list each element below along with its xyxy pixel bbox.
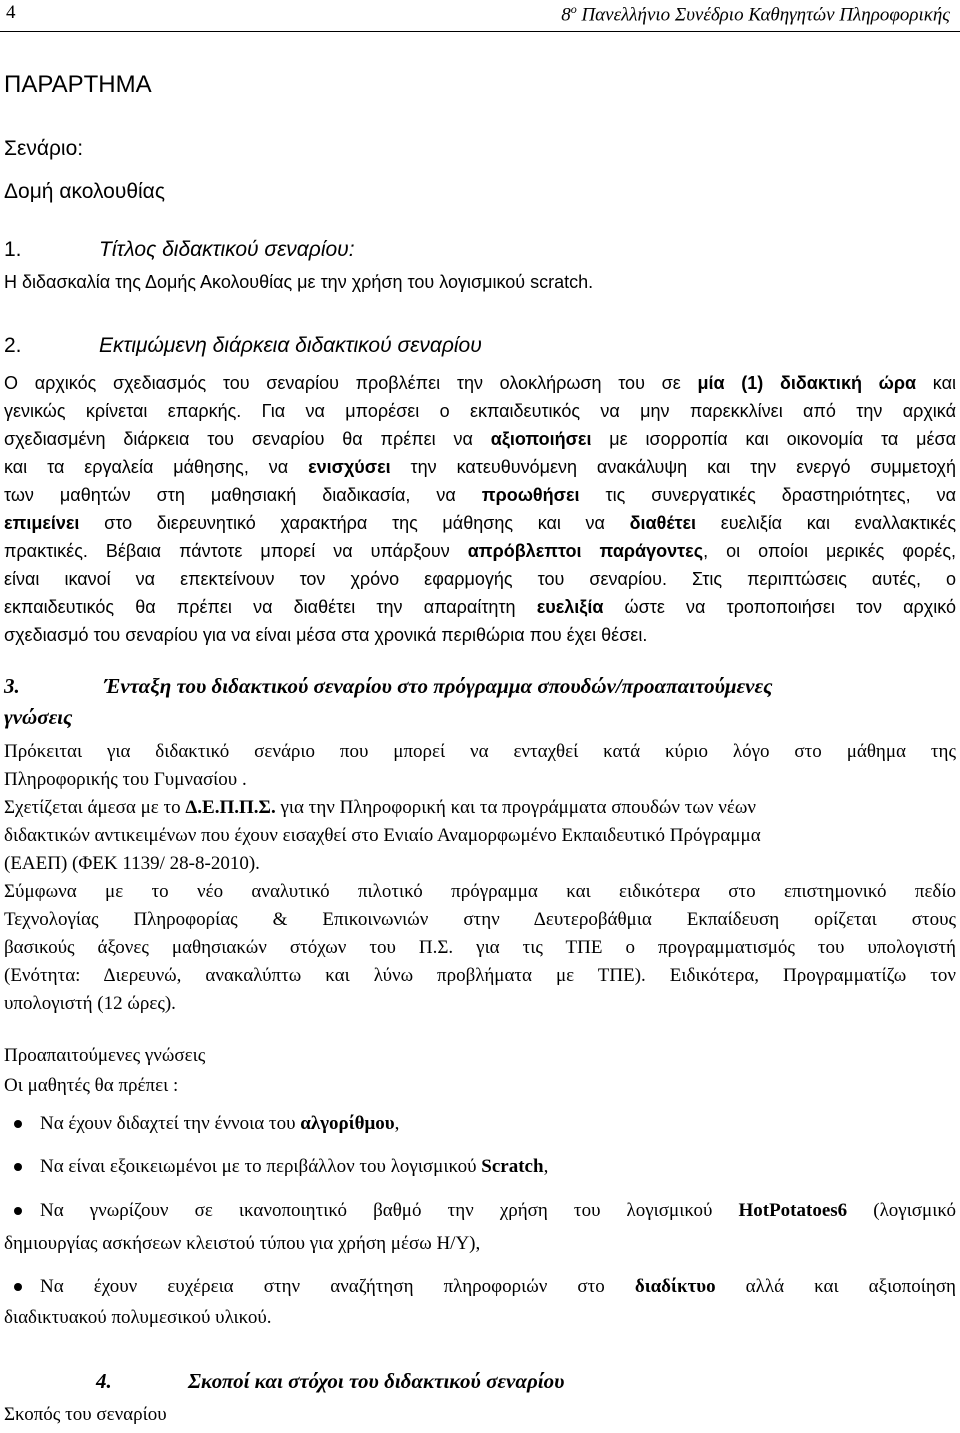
section-3-line: Τεχνολογίας Πληροφορίας & Επικοινωνιών στην Δευτεροβάθμια Εκπαίδευση ορίζεται στους bbox=[4, 909, 956, 930]
prerequisites-intro: Οι μαθητές θα πρέπει : bbox=[4, 1075, 179, 1096]
section-2-line: και τα εργαλεία μάθησης, να ενισχύσει την κατευθυνόμενη ανακάλυψη και την ενεργό συμμετοχή bbox=[4, 457, 956, 477]
bullet-icon bbox=[14, 1163, 22, 1171]
conference-title: $8^o$ Πανελλήνιο Συνέδριο Καθηγητών Πληροφορικής bbox=[561, 2, 950, 26]
section-3-heading: 3. Ένταξη του διδακτικού σεναρίου στο πρόγραμμα σπουδών/προαπαιτούμενες bbox=[4, 674, 773, 698]
bullet-icon bbox=[14, 1120, 22, 1128]
section-1-heading: 1. Τίτλος διδακτικού σεναρίου: bbox=[4, 238, 355, 261]
prereq-bullet: Να είναι εξοικειωμένοι με το περιβάλλον του λογισμικού Scratch, bbox=[40, 1156, 549, 1177]
section-3-line: Πρόκειται για διδακτικό σενάριο που μπορεί να ενταχθεί κατά κύριο λόγο στο μάθημα της bbox=[4, 741, 956, 762]
section-2-line: Ο αρχικός σχεδιασμός του σεναρίου προβλέπει την ολοκλήρωση του σε μία (1) διδακτική ώρα και bbox=[4, 373, 956, 393]
appendix-title: ΠΑΡΑΡΤΗΜΑ bbox=[4, 71, 152, 98]
section-3-line: υπολογιστή (12 ώρες). bbox=[4, 993, 176, 1014]
section-1-text: Η διδασκαλία της Δομής Ακολουθίας με την χρήση του λογισμικού scratch. bbox=[4, 272, 594, 292]
prereq-bullet: Να έχουν ευχέρεια στην αναζήτηση πληροφοριών στο διαδίκτυο αλλά και αξιοποίηση bbox=[40, 1276, 956, 1297]
section-2-line: γενικώς κρίνεται επαρκής. Για να μπορέσει ο εκπαιδευτικός να μην παρεκκλίνει από την αρχικά bbox=[4, 401, 956, 421]
prereq-bullet: Να γνωρίζουν σε ικανοποιητικό βαθμό την χρήση του λογισμικού HotPotatoes6 (λογισμικό bbox=[40, 1200, 956, 1221]
section-2-line: πρακτικές. Βέβαια πάντοτε μπορεί να υπάρξουν απρόβλεπτοι παράγοντες, οι οποίοι μερικές φορές, bbox=[4, 541, 956, 561]
scenario-label: Σενάριο: bbox=[4, 137, 84, 160]
section-2-heading: 2. Εκτιμώμενη διάρκεια διδακτικού σεναρίου bbox=[4, 334, 482, 357]
bullet-icon bbox=[14, 1283, 22, 1291]
section-2-line: των μαθητών στη μαθησιακή διαδικασία, να προωθήσει τις συνεργατικές δραστηριότητες, να bbox=[4, 485, 956, 505]
section-3-line: Σχετίζεται άμεσα με το Δ.Ε.Π.Π.Σ. για την Πληροφορική και τα προγράμματα σπουδών των νέων bbox=[4, 797, 756, 818]
page-number: 4 bbox=[6, 2, 16, 23]
bullet-icon bbox=[14, 1207, 22, 1215]
prereq-bullet-cont: δημιουργίας ασκήσεων κλειστού τύπου για χρήση μέσω Η/Υ), bbox=[4, 1233, 481, 1254]
section-2-line: είναι ικανοί να επεκτείνουν τον χρόνο εφαρμογής του σεναρίου. Στις περιπτώσεις αυτές, ο bbox=[4, 569, 956, 589]
page-header bbox=[6, 2, 950, 26]
prereq-bullet-cont: διαδικτυακού πολυμεσικού υλικού. bbox=[4, 1307, 272, 1328]
section-3-line: Πληροφορικής του Γυμνασίου . bbox=[4, 769, 247, 790]
section-3-line: βασικούς άξονες μαθησιακών στόχων του Π.Σ. για τις ΤΠΕ ο προγραμματισμός του υπολογιστή bbox=[4, 937, 956, 958]
section-2-line: σχεδιασμό του σεναρίου για να είναι μέσα στα χρονικά περιθώρια που έχει θέσει. bbox=[4, 625, 648, 645]
section-2-line: επιμείνει στο διερευνητικό χαρακτήρα της μάθησης και να διαθέτει ευελιξία και εναλλακτικές bbox=[4, 513, 957, 533]
section-3-line: (Ενότητα: Διερευνώ, ανακαλύπτω και λύνω προβλήματα με ΤΠΕ). Ειδικότερα, Προγραμματίζω τον bbox=[4, 965, 956, 986]
section-3-line: διδακτικών αντικειμένων που έχουν εισαχθεί στο Ενιαίο Αναμορφωμένο Εκπαιδευτικό Πρόγραμμα bbox=[4, 825, 761, 846]
prereq-bullet: Να έχουν διδαχτεί την έννοια του αλγορίθμου, bbox=[40, 1113, 400, 1134]
section-2-line: σχεδιασμένη διάρκεια του σεναρίου θα πρέπει να αξιοποιήσει με ισορροπία και οικονομία τα μέσα bbox=[4, 429, 956, 449]
prerequisites-title: Προαπαιτούμενες γνώσεις bbox=[4, 1045, 206, 1066]
section-3-heading-cont: γνώσεις bbox=[4, 705, 73, 729]
section-2-line: εκπαιδευτικός θα πρέπει να διαθέτει την απαραίτητη ευελιξία ώστε να τροποποιήσει τον αρχικό bbox=[4, 597, 956, 617]
structure-label: Δομή ακολουθίας bbox=[4, 180, 165, 203]
section-4-heading: 4. Σκοποί και στόχοι του διδακτικού σεναρίου bbox=[96, 1369, 565, 1393]
section-3-line: (ΕΑΕΠ) (ΦΕΚ 1139/ 28-8-2010). bbox=[4, 853, 260, 874]
section-3-line: Σύμφωνα με το νέο αναλυτικό πιλοτικό πρόγραμμα και ειδικότερα στο επιστημονικό πεδίο bbox=[4, 881, 956, 902]
header-divider bbox=[0, 31, 960, 32]
section-4-subtitle: Σκοπός του σεναρίου bbox=[4, 1404, 167, 1425]
